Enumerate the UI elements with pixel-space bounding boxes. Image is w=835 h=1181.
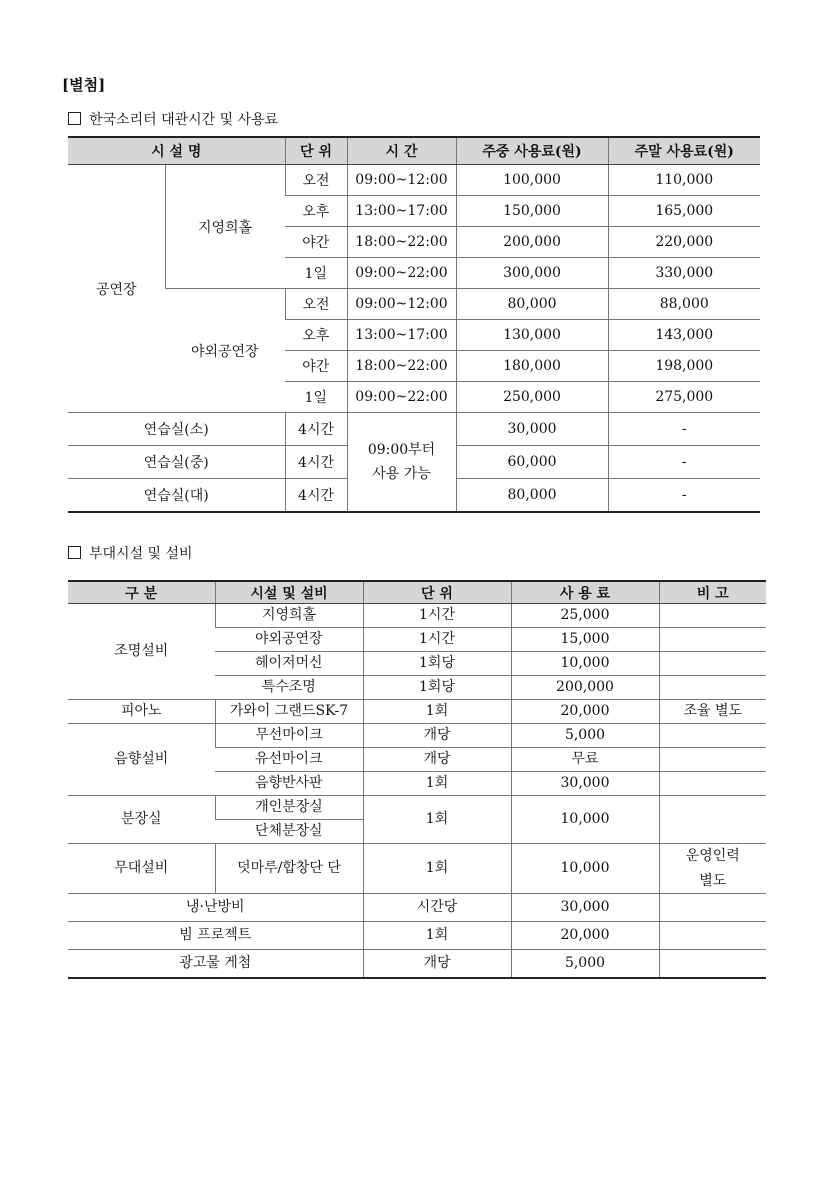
table-row <box>68 413 760 446</box>
venue-name: 지영희홀 <box>165 165 285 289</box>
cell-note <box>659 922 766 950</box>
cell-note <box>659 604 766 628</box>
cell-unit: 1일 <box>285 258 347 289</box>
cell-unit: 오후 <box>285 196 347 227</box>
cell-unit: 오전 <box>285 289 347 320</box>
cell-time: 09:00~22:00 <box>347 382 456 413</box>
cell-unit: 4시간 <box>285 479 347 513</box>
cell-unit: 1회 <box>363 922 511 950</box>
cell-unit: 개당 <box>363 748 511 772</box>
table-row <box>68 700 766 724</box>
table-row <box>68 724 766 748</box>
cell-fee: 5,000 <box>511 950 659 979</box>
cell-item: 개인분장실 <box>215 796 363 820</box>
cell-unit: 4시간 <box>285 446 347 479</box>
table-row <box>68 950 766 979</box>
cell-weekday-fee: 80,000 <box>456 479 608 513</box>
header-unit: 단 위 <box>285 137 347 165</box>
table-header-row <box>68 581 766 604</box>
checkbox-square-icon <box>68 112 81 125</box>
cell-weekday-fee: 300,000 <box>456 258 608 289</box>
cell-weekend-fee: 88,000 <box>608 289 760 320</box>
cell-item: 야외공연장 <box>215 628 363 652</box>
header-weekday-fee: 주중 사용료(원) <box>456 137 608 165</box>
cell-fee: 30,000 <box>511 772 659 796</box>
cell-weekday-fee: 30,000 <box>456 413 608 446</box>
cell-weekday-fee: 100,000 <box>456 165 608 196</box>
cell-time: 13:00~17:00 <box>347 196 456 227</box>
cell-item: 음향반사판 <box>215 772 363 796</box>
cell-weekend-fee: 143,000 <box>608 320 760 351</box>
header-item: 시설 및 설비 <box>215 581 363 604</box>
table-header-row <box>68 137 760 165</box>
cell-note <box>659 652 766 676</box>
table-row <box>68 894 766 922</box>
table-row <box>68 844 766 894</box>
cell-item: 광고물 게첨 <box>68 950 363 979</box>
group-dressing-room: 분장실 <box>68 796 215 844</box>
header-weekend-fee: 주말 사용료(원) <box>608 137 760 165</box>
cell-time: 09:00~12:00 <box>347 165 456 196</box>
cell-note <box>659 676 766 700</box>
cell-fee: 20,000 <box>511 922 659 950</box>
group-lighting: 조명설비 <box>68 604 215 700</box>
cell-time: 13:00~17:00 <box>347 320 456 351</box>
cell-fee: 10,000 <box>511 796 659 844</box>
cell-item: 헤이저머신 <box>215 652 363 676</box>
header-category: 구 분 <box>68 581 215 604</box>
cell-fee: 15,000 <box>511 628 659 652</box>
cell-unit: 1회 <box>363 772 511 796</box>
cell-item: 빔 프로젝트 <box>68 922 363 950</box>
cell-weekend-fee: 275,000 <box>608 382 760 413</box>
cell-unit: 1회당 <box>363 676 511 700</box>
cell-weekday-fee: 60,000 <box>456 446 608 479</box>
cell-unit: 오후 <box>285 320 347 351</box>
group-stage: 무대설비 <box>68 844 215 894</box>
practice-room-name: 연습실(중) <box>68 446 285 479</box>
cell-unit: 1회당 <box>363 652 511 676</box>
cell-fee: 20,000 <box>511 700 659 724</box>
cell-unit: 개당 <box>363 950 511 979</box>
cell-fee: 30,000 <box>511 894 659 922</box>
note-line2: 별도 <box>699 872 727 889</box>
rental-fee-table <box>68 136 760 513</box>
attachment-label: [별첨] <box>62 76 106 94</box>
cell-fee: 25,000 <box>511 604 659 628</box>
cell-item: 유선마이크 <box>215 748 363 772</box>
cell-time: 09:00~12:00 <box>347 289 456 320</box>
checkbox-square-icon <box>68 546 81 559</box>
cell-weekday-fee: 130,000 <box>456 320 608 351</box>
practice-room-name: 연습실(소) <box>68 413 285 446</box>
cell-weekday-fee: 150,000 <box>456 196 608 227</box>
table-row <box>68 604 766 628</box>
cell-fee: 5,000 <box>511 724 659 748</box>
cell-weekday-fee: 80,000 <box>456 289 608 320</box>
cell-item: 단체분장실 <box>215 820 363 844</box>
equipment-fee-table <box>68 580 766 979</box>
practice-room-name: 연습실(대) <box>68 479 285 513</box>
practice-time-line2: 사용 가능 <box>372 466 431 482</box>
cell-weekend-fee: - <box>608 479 760 513</box>
cell-weekday-fee: 250,000 <box>456 382 608 413</box>
cell-weekday-fee: 180,000 <box>456 351 608 382</box>
cell-unit: 1회 <box>363 796 511 844</box>
cell-time: 18:00~22:00 <box>347 351 456 382</box>
cell-item: 무선마이크 <box>215 724 363 748</box>
cell-item: 지영희홀 <box>215 604 363 628</box>
cell-unit: 1회 <box>363 844 511 894</box>
table-row <box>68 165 760 196</box>
cell-weekend-fee: - <box>608 446 760 479</box>
cell-weekday-fee: 200,000 <box>456 227 608 258</box>
group-piano: 피아노 <box>68 700 215 724</box>
header-unit: 단 위 <box>363 581 511 604</box>
group-performance-hall: 공연장 <box>68 165 165 413</box>
cell-weekend-fee: - <box>608 413 760 446</box>
table-row <box>68 796 766 820</box>
cell-unit: 오전 <box>285 165 347 196</box>
cell-unit: 1일 <box>285 382 347 413</box>
cell-unit: 야간 <box>285 351 347 382</box>
cell-fee: 무료 <box>511 748 659 772</box>
cell-weekend-fee: 165,000 <box>608 196 760 227</box>
cell-time: 09:00~22:00 <box>347 258 456 289</box>
table-row <box>68 289 760 320</box>
cell-unit: 야간 <box>285 227 347 258</box>
cell-unit: 1시간 <box>363 604 511 628</box>
cell-fee: 10,000 <box>511 844 659 894</box>
cell-note <box>659 748 766 772</box>
section2-title-text: 부대시설 및 설비 <box>89 546 193 562</box>
cell-unit: 1시간 <box>363 628 511 652</box>
cell-note <box>659 844 766 894</box>
cell-item: 가와이 그랜드SK-7 <box>215 700 363 724</box>
group-sound: 음향설비 <box>68 724 215 796</box>
header-note: 비 고 <box>659 581 766 604</box>
cell-unit: 1회 <box>363 700 511 724</box>
header-fee: 사 용 료 <box>511 581 659 604</box>
practice-time-line1: 09:00부터 <box>367 441 436 458</box>
cell-note <box>659 894 766 922</box>
cell-item: 덧마루/합창단 단 <box>215 844 363 894</box>
cell-weekend-fee: 220,000 <box>608 227 760 258</box>
venue-name: 야외공연장 <box>165 289 285 413</box>
cell-weekend-fee: 110,000 <box>608 165 760 196</box>
cell-note <box>659 796 766 844</box>
section1-title <box>68 109 278 129</box>
header-time: 시 간 <box>347 137 456 165</box>
cell-note <box>659 724 766 748</box>
cell-fee: 10,000 <box>511 652 659 676</box>
section1-title-text: 한국소리터 대관시간 및 사용료 <box>89 112 279 128</box>
cell-weekend-fee: 198,000 <box>608 351 760 382</box>
section2-title <box>68 543 193 563</box>
note-line1: 운영인력 <box>685 848 740 864</box>
cell-note <box>659 950 766 979</box>
cell-weekend-fee: 330,000 <box>608 258 760 289</box>
cell-item: 특수조명 <box>215 676 363 700</box>
cell-unit: 4시간 <box>285 413 347 446</box>
table-row <box>68 922 766 950</box>
cell-note <box>659 772 766 796</box>
header-facility: 시 설 명 <box>68 137 285 165</box>
cell-unit: 시간당 <box>363 894 511 922</box>
cell-note <box>659 628 766 652</box>
cell-item: 냉·난방비 <box>68 894 363 922</box>
cell-unit: 개당 <box>363 724 511 748</box>
cell-note: 조율 별도 <box>659 700 766 724</box>
cell-fee: 200,000 <box>511 676 659 700</box>
practice-time-note <box>347 413 456 513</box>
cell-time: 18:00~22:00 <box>347 227 456 258</box>
